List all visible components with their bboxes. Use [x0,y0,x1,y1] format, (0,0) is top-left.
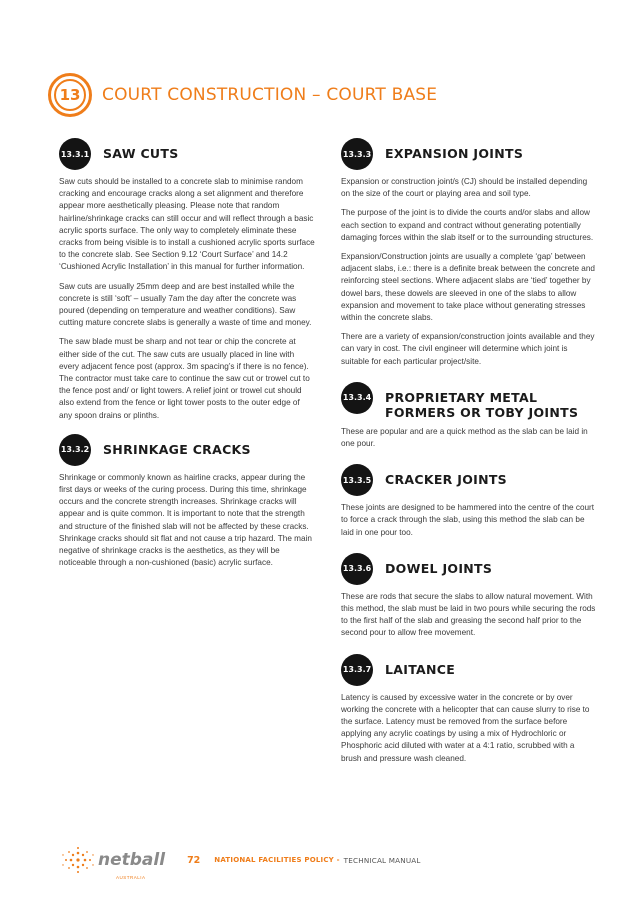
section-title: EXPANSION JOINTS [385,146,524,161]
section-number-badge: 13.3.6 [341,553,373,585]
section [59,138,315,422]
section-number-badge: 13.3.7 [341,654,373,686]
section-number-badge: 13.3.1 [59,138,91,170]
section-heading [341,138,597,170]
paragraph: The purpose of the joint is to divide the courts and/or slabs and allow each section to expand and contract without generating potentially damaging forces within the slab itself or to the surrounding structures. [341,208,594,242]
paragraph: Latency is caused by excessive water in the concrete or by over working the concrete with a helicopter that can cause slurry to rise to the surface. Latency must be removed from the surface before applying any acrylic coatings by using a mix of Hydrochloric or Phosphoric acid diluted with water at a 4:1 ratio, scrubbed with a brush and pressure wash cleaned. [341,692,590,763]
paragraph: The saw blade must be sharp and not tear or chip the concrete at either side of the cut. The saw cuts are usually placed in line with every adjacent fence post (approx. 3m spacing’s if there is no fence). The contractor must take care to continue the saw cut or trowel cut to the fence post and/ or light towers. A relief joint or trowel cut should also extend from the fence or light tower posts to the outer edge of any spoon drains or plinths. [59,337,310,420]
chapter-number: 13 [59,86,81,104]
section-title: DOWEL JOINTS [385,560,493,576]
page-footer [60,840,421,880]
section-heading [341,654,597,686]
paragraph: Shrinkage or commonly known as hairline cracks, appear during the first days or weeks of the curing process. During this time, shrinkage occurs and the concrete strength increases. Shrinkage cracks will appear and is quite common. It is important to note that the strength and structure of the finished slab will not be affected by these cracks. Shrinkage cracks should sit flat and not cause a trip hazard. The main negative of shrinkage cracks is the aesthetics, as they will be noticeable through a non-cushioned (basic) acrylic surface. [59,472,312,568]
section [59,434,315,570]
paragraph: Expansion/Construction joints are usually a complete ‘gap’ between adjacent slabs, i.e.: there is a definite break between the concrete and reinforcing steel sections. Where adjacent slabs are ‘tied’ together by dowel bars, these dowels are sleeved in one of the slabs to allow expansion and movement to take place without generating stresses within the concrete slabs. [341,252,595,323]
section [341,464,597,539]
section-heading [341,464,597,496]
netball-logo [60,845,166,880]
page-header [48,70,437,120]
section [341,382,597,450]
logo-text: netball [98,850,166,870]
paragraph: Saw cuts should be installed to a concrete slab to minimise random cracking and encourage cracks along a set alignment and therefore appear more aesthetically pleasing. Please note that random hairline/shrinkage cracks can still occur and will reflect through a basic acrylic sports surface. The only way to completely eliminate these cracks from being visible is to install a cushioned acrylic sports surface to the concrete slab. See Section 9.12 ‘Court Surface’ and 14.2 ‘Cushioned Acrylic Installation’ in this manual for further information. [59,177,315,272]
paragraph: These joints are designed to be hammered into the centre of the court to force a crack through the slab, using this method the slab can be laid in one pour too. [341,503,595,537]
section-heading [341,382,597,420]
logo-subtext: AUSTRALIA [116,875,146,880]
chapter-badge [48,73,92,117]
section-title: CRACKER JOINTS [385,472,507,488]
section-title: SHRINKAGE CRACKS [103,441,251,457]
section [341,654,597,765]
section-number-badge: 13.3.3 [341,138,373,170]
netball-sunburst-icon [60,845,96,875]
section-title: PROPRIETARY METAL FORMERS OR TOBY JOINTS [385,389,579,420]
section-heading [59,138,315,170]
paragraph: These are popular and are a quick method as the slab can be laid in one pour. [341,426,588,449]
section [341,553,597,640]
footer-policy-text: NATIONAL FACILITIES POLICY - [214,856,340,864]
right-column [341,138,597,779]
footer-manual-text: TECHNICAL MANUAL [343,855,421,865]
paragraph: Saw cuts are usually 25mm deep and are best installed while the concrete is still ‘soft’ – usually 7am the day after the concrete was poured (depending on temperature and weather conditions). Saw cutting mature concrete slabs is generally a waste of time and money. [59,281,312,328]
section-title: LAITANCE [385,661,456,677]
paragraph: These are rods that secure the slabs to allow natural movement. With this method, the slab must be laid in two pours while securing the rods to the first half of the slab and greasing the second half prior to the second pour to allow free movement. [341,591,596,638]
section-number-badge: 13.3.5 [341,464,373,496]
section-number-badge: 13.3.4 [341,382,373,414]
section-number-badge: 13.3.2 [59,434,91,466]
section-heading [59,434,315,466]
page-number: 72 [187,854,201,866]
section-title: SAW CUTS [103,146,179,161]
section [341,138,597,368]
paragraph: There are a variety of expansion/construction joints available and they can vary in cost. The civil engineer will determine which joint is suitable for each particular project/site. [341,332,595,366]
left-column [59,138,315,581]
paragraph: Expansion or construction joint/s (CJ) should be installed depending on the size of the court or playing area and soil type. [341,177,588,199]
section-heading [341,553,597,585]
page-title: COURT CONSTRUCTION – COURT BASE [102,85,438,105]
